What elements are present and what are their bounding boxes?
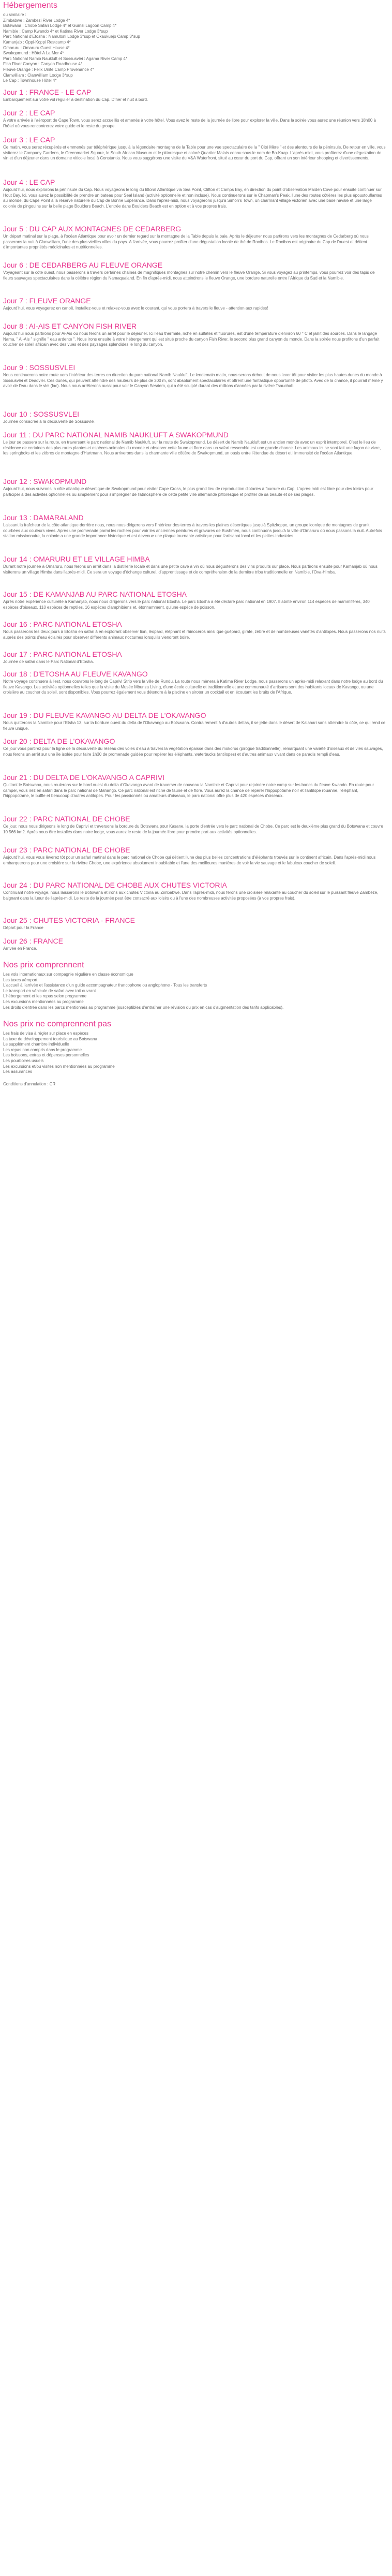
day-body: Après notre expérience culturelle à Kamanjab, nous nous dirigerons vers le parc national Etosha. Le parc Etosha a été déclaré parc national en 1907. Il abrite environ 114 espèces de mammifères, 340 espèces d'oiseaux, 110 espèces de reptiles, 16 espèces d'amphibiens et, étonnamment, qu'une espèce de poisson. xyxy=(3,599,370,610)
day-title: Jour 26 : FRANCE xyxy=(3,937,63,945)
list-item: Botswana : Chobe Safari Lodge 4* et Gumsi Lagoon Camp 4* xyxy=(3,23,117,28)
list-item: Les assurances xyxy=(3,1069,33,1074)
day-body: Aujourd'hui, nous explorons la péninsule du Cap. Nous voyageons le long du littoral Atlantique via Sea Point, Clifton et Camps Bay, en direction du point d'observation Maiden Cove pour ensuite continuer sur Hout Bay. Ici, vous aurez la possibilité de prendre un bateau pour Seal Island (activité optionnelle et non incluse). Nous continuerons sur le Chapman's Peak, l'une des routes côtières les plus époustouflantes au monde, du Cape Point à la réserve naturelle du Cap de Bonne Espérance. Dans l'après-midi, nous voyagerons jusqu'à Simon's Town, un charmant village victorien avec une base navale et une large colonie de pingouins sur la belle plage Boulders Beach. L'entrée dans Boulders Beach est en option et à vos propres frais. xyxy=(3,187,382,209)
day-title: Jour 21 : DU DELTA DE L'OKAVANGO A CAPRIVI xyxy=(3,773,165,782)
day-body: Embarquement sur votre vol régulier à destination du Cap. Dîner et nuit à bord. xyxy=(3,97,148,102)
day-body: Quittant le Botswana, nous roulerons sur le bord ouest du delta d'Okavango avant de traverser de nouveau la Namibie et Caprivi pour rejoindre notre camp sur les bancs du fleuve Kwando. En route pour camper, vous irez en safari dans le parc national de Mahango. Ce parc national est riche de faune et de flore. Vous aurez la chance de repérer l'hippopotame noir et l'antilope rouanne, l'éléphant, l'hippopotame, le buffle et beaucoup d'autres antilopes. Pour les passionnés ou amateurs d'oiseaux, le parc national offre plus de 420 espèces d'oiseaux. xyxy=(3,783,374,799)
day-body: Ce matin, vous serez récupérés et emmenés par téléphérique jusqu'à la légendaire montagne de la Table pour une vue spectaculaire de la " Cité Mère " et des alentours de la péninsule. De retour en ville, vous visiterez le Company Gardens, le Greenmarket Square, le South African Museum et le pittoresque et coloré Quartier Malais connu sous le nom de Bo-Kaap. L'après-midi, vous profiterez d'une dégustation de vin et d'un déjeuner dans un domaine viticole local à Constantia. Nous vous suggérons une visite du V&A Waterfront, situé au cœur du port du Cap, offrant un son intérieur shopping et divertissements. xyxy=(3,145,386,161)
list-item: Les excursions et/ou visites non mentionnées au programme xyxy=(3,1064,115,1069)
day-title: Jour 7 : FLEUVE ORANGE xyxy=(3,297,91,305)
day-title: Jour 11 : DU PARC NATIONAL NAMIB NAUKLUFT A SWAKOPMUND xyxy=(3,431,229,439)
list-item: Swakopmund : Hôtel A La Mer 4* xyxy=(3,51,64,56)
list-item: Les pourboires usuels xyxy=(3,1058,44,1063)
day-body: Journée de safari dans le Parc National d'Etosha. xyxy=(3,659,94,664)
day-body: Départ pour la France xyxy=(3,925,43,930)
day-title: Jour 14 : OMARURU ET LE VILLAGE HIMBA xyxy=(3,555,150,563)
day-title: Jour 9 : SOSSUSVLEI xyxy=(3,363,76,372)
day-title: Jour 5 : DU CAP AUX MONTAGNES DE CEDARBERG xyxy=(3,225,182,233)
list-item: Les excursions mentionnées au programme xyxy=(3,999,84,1004)
list-item: Les taxes aéroport xyxy=(3,977,38,982)
excluded-list xyxy=(3,1031,386,1075)
list-item: Le Cap : Townhouse Hôtel 4* xyxy=(3,78,57,83)
cancellation-conditions: Conditions d'annulation : CR xyxy=(3,1082,56,1086)
day-title: Jour 18 : D'ETOSHA AU FLEUVE KAVANGO xyxy=(3,670,148,678)
day-title: Jour 8 : AI-AIS ET CANYON FISH RIVER xyxy=(3,322,137,330)
day-title: Jour 20 : DELTA DE L'OKAVANGO xyxy=(3,737,115,745)
list-item: Les droits d'entrée dans les parcs mentionnés au programme (susceptibles d'entraîner une révision du prix en cas d'augmentation des tarifs applicables). xyxy=(3,1005,284,1010)
day-title: Jour 13 : DAMARALAND xyxy=(3,513,84,522)
day-title: Jour 17 : PARC NATIONAL ETOSHA xyxy=(3,650,122,658)
list-item: Namibie : Camp Kwando 4* et Katima River Lodge 3*sup xyxy=(3,28,108,34)
day-body: Arrivée en France. xyxy=(3,946,37,951)
day-title: Jour 10 : SOSSUSVLEI xyxy=(3,410,80,418)
day-title: Jour 24 : DU PARC NATIONAL DE CHOBE AUX CHUTES VICTORIA xyxy=(3,881,227,889)
list-item: Fleuve Orange : Felix Unite Camp Provenance 4* xyxy=(3,67,94,72)
list-item: Parc National Namib Naukluft et Sossusvlei : Agama River Camp 4* xyxy=(3,56,128,61)
list-item: Les boissons, extras et dépenses personnelles xyxy=(3,1053,89,1058)
included-list xyxy=(3,972,386,1010)
day-title: Jour 25 : CHUTES VICTORIA - FRANCE xyxy=(3,916,135,924)
accommodations-title: Hébergements xyxy=(3,1,57,10)
day-body: Journée consacrée à la découverte de Sossusvlei. xyxy=(3,419,96,424)
day-title: Jour 1 : FRANCE - LE CAP xyxy=(3,88,92,96)
list-item: ou similaire : xyxy=(3,12,26,17)
day-title: Jour 19 : DU FLEUVE KAVANGO AU DELTA DE L'OKAVANGO xyxy=(3,711,206,719)
list-item: Les frais de visa à régler sur place en espèces xyxy=(3,1031,88,1036)
day-title: Jour 3 : LE CAP xyxy=(3,136,55,144)
day-body: Ce jour vous partirez pour la ligne de la découverte du réseau des voies d'eau à travers la végétation épaisse dans des mokoros (pirogue traditionnelle), remarquant une variété d'oiseaux et de vies sauvages, nous ferons un arrêt sur une île isolée pour faire 1h30 de promenade guidée pour repérer les éléphants, waterbucks (antilopes) et d'autres animaux vivant dans ce paradis rempli d'eau. xyxy=(3,746,383,757)
day-body: Un départ matinal sur la plage, à l'océan Atlantique pour avoir un dernier regard sur la montagne de la Table depuis la baie. Après le déjeuner nous partirons vers les montagnes de Cedarberg où nous passerons la nuit à Clanwilliam, l'une des plus vieilles villes du pays. A l'arrivée, vous pourrez profiter d'une dégustation locale de thé de Rooibos. Le Rooibos est originaire du Cap de l'ouest et détient d'importantes propriétés médicinales et nutritionnelles. xyxy=(3,234,369,250)
day-title: Jour 23 : PARC NATIONAL DE CHOBE xyxy=(3,846,130,854)
list-item: Les repas non compris dans le programme xyxy=(3,1047,82,1052)
list-item: L'accueil à l'arrivée et l'assistance d'un guide accompagnateur francophone ou anglophone - Tous les transferts xyxy=(3,983,207,988)
day-title: Jour 4 : LE CAP xyxy=(3,178,55,186)
list-item: La taxe de développement touristique au Botswana xyxy=(3,1036,97,1041)
day-title: Jour 22 : PARC NATIONAL DE CHOBE xyxy=(3,815,130,823)
list-item: Les vols internationaux sur compagnie régulière en classe économique xyxy=(3,972,133,977)
day-body: Nous continuerons notre route vers l'intérieur des terres en direction du parc national Namib Naukluft. Le lendemain matin, nous serons debout de nous lever tôt pour visiter les plus hautes dunes du monde à Sossusvlei et Deadvlei. Ces dunes, qui peuvent atteindre des hauteurs de plus de 300 m, sont absolument spectaculaires et offrent une fantastique opportunité de photo. Avec de la chance, il pourrait même y avoir de l'eau dans le vlei (lac). Nous nous arrêterons aussi pour voir le Canyon Sesriem, qui a été sculpté durant des millions d'années par la rivière Tsauchab. xyxy=(3,373,383,389)
day-title: Jour 6 : DE CEDARBERG AU FLEUVE ORANGE xyxy=(3,261,163,269)
day-body: Continuant notre voyage, nous laisserons le Botswana et irons aux chutes Victoria au Zimbabwe. Dans l'après-midi, nous ferons une croisière relaxante au coucher du soleil sur le puissant fleuve Zambèze, baignant dans la lueur de l'après-midi. Le reste de la journée peut être consacré aux loisirs ou à l'une des nombreuses activités proposées (à vos propres frais). xyxy=(3,890,379,901)
list-item: L'hébergement et les repas selon programme xyxy=(3,994,87,999)
day-title: Jour 12 : SWAKOPMUND xyxy=(3,477,87,485)
list-item: Le transport en véhicule de safari avec toit ouvrant xyxy=(3,988,96,993)
included-title: Nos prix comprennent xyxy=(3,961,84,969)
day-body: Aujourd'hui, vous vous lèverez tôt pour un safari matinal dans le parc national de Chobe qui détient l'une des plus belles concentrations d'éléphants trouvés sur le continent africain. Dans l'après-midi nous embarquerons pour une croisière sur la rivière Chobe, une expérience absolument inoubliable et l'une des meilleures manières de voir la vie sauvage et le fabuleux coucher de soleil. xyxy=(3,855,376,865)
day-body: Aujourd'hui, nous suivrons la côte atlantique désertique de Swakopmund pour visiter Cape Cross, le plus grand lieu de reproduction d'otaries à fourrure du Cap. L'après-midi est libre pour des loisirs pour participer à des activités optionnelles ou simplement pour s'imprégner de l'atmosphère de cette petite ville allemande pittoresque et profiter de sa beauté et de ses plages. xyxy=(3,487,373,497)
day-title: Jour 15 : DE KAMANJAB AU PARC NATIONAL ETOSHA xyxy=(3,590,187,598)
list-item: Zimbabwe : Zambezi River Lodge 4* xyxy=(3,18,70,23)
day-title: Jour 2 : LE CAP xyxy=(3,109,55,117)
list-item: Clanwilliam : Clanwilliam Lodge 3*sup xyxy=(3,72,73,78)
day-body: Durant notre journée à Omaruru, nous ferons un arrêt dans la distillerie locale et dans une petite cave à vin où nous dégusterons des vins produits sur place. Nous partirons ensuite pour Kamanjab où nous visiterons un village Himba dans l'après-midi. Ce sera un voyage d'échange culturel, d'apprentissage et de compréhension de la dernière tribu traditionnelle en Namibie, l'Ova-Himba. xyxy=(3,564,378,575)
list-item: Parc National d'Etosha : Namutoni Lodge 3*sup et Okaukuejo Camp 3*sup xyxy=(3,34,140,39)
list-item: Fish River Canyon : Canyon Roadhouse 4* xyxy=(3,62,82,67)
day-body: Aujourd'hui, vous voyagerez en canoë. Installez-vous et relaxez-vous avec le courant, qui vous portera à travers le fleuve - attention aux rapides! xyxy=(3,306,268,311)
accommodations-list xyxy=(3,12,386,84)
day-body: Le jour se passera sur la route, en traversant le parc national de Namib Naukluft, sur la route de Swakopmund. Le désert de Namib Naukluft est un ancien monde avec un esprit intemporel. C'est le lieu de résidence de certaines des plus rares plantes et espèces animales du monde et observer cette faune et flore dans un safari ressemble est une grande chance. Les animaux ici se sont fait une façon de vivre, les springboks et les zèbres de montagne d'Hartmann. Nous arriverons dans la charmante ville côtière de Swakopmund, un oasis entre l'étendue du désert et l'immensité de l'océan Atlantique. xyxy=(3,440,381,456)
day-body: Ce jour, nous nous dirigeons le long de Caprivi et traversons la bordure du Botswana pour Kasane, la porte d'entrée vers le parc national de Chobe. Ce parc est le deuxième plus grand du Botswana et couvre 10 566 km2. Après nous être installés dans notre lodge, vous aurez le reste de la journée libre pour prendre part aux activités optionnelles. xyxy=(3,824,383,834)
day-body: Notre voyage continuera à l'est, nous couvrons le long de Caprivi Strip vers la ville de Rundu. La route nous mènera à Katima River Lodge, nous passerons un après-midi relaxant dans notre lodge au bord du fleuve Kavango. Les activités optionnelles telles que la visite du Musée Mbunza Living, d'une école culturelle et traditionnelle et une communauté d'artisans sont des habitants locaux de Kavango, ou une croisière au coucher du soleil, sont disponibles. Vous pourrez également vous détendre à la piscine en siroter un cocktail et en écoutant les bruits de l'Afrique. xyxy=(3,679,383,695)
day-body: Laissant la fraîcheur de la côte atlantique derrière nous, nous nous dirigerons vers l'intérieur des terres à travers les plaines désertiques jusqu'à Spitzkoppe, un groupe iconique de montagnes de granit courbées aux couleurs vives. Après une promenade parmi les rochers pour voir les anciennes peintures et gravures de Bushmen, nous continuons jusqu'à la ville d'Omaruru où nous passons la nuit. Autrefois station missionnaire, la colonie a une grande importance historique et est devenue une plaque tournante artistique pour l'artisanat local et les petites industries. xyxy=(3,523,382,539)
day-body: Voyageant sur la côte ouest, nous passerons à travers certaines chaînes de magnifiques montagnes sur notre chemin vers le fleuve Orange. Si vous voyagez au printemps, vous pourrez voir des tapis de fleurs sauvages spectaculaires dans la célèbre région du Namaqualand. En fin d'après-midi, nous atteindrons le fleuve Orange, une bordure naturelle entre l'Afrique du Sud et la Namibie. xyxy=(3,270,375,281)
day-body: Nous passerons les deux jours à Etosha en safari à en explorant observer lion, léopard, éléphant et rhinocéros ainsi que guépard, girafe, zèbre et de nombreuses variétés d'antilopes. Nous passerons nos nuits auprès des points d'eau éclairés pour observer différents animaux nocturnes lorsqu'ils viendront boire. xyxy=(3,629,386,640)
day-body: Nous quitterons la Namibie pour l'Etsha 13, sur la bordure ouest du delta de l'Okavango au Botswana. Contrairement à d'autres deltas, il se jette dans le désert de Kalahari sans atteindre la côte, ce qui rend ce fleuve unique. xyxy=(3,720,386,731)
list-item: Le supplément chambre individuelle xyxy=(3,1042,69,1047)
day-title: Jour 16 : PARC NATIONAL ETOSHA xyxy=(3,620,122,628)
list-item: Kamanjab : Oppi-Koppi Restcamp 4* xyxy=(3,39,71,45)
list-item: Omaruru : Omaruru Guest House 4* xyxy=(3,45,70,50)
day-body: Aujourd'hui nous partirons pour Ai-Ais où nous ferons un arrêt pour le déjeuner. Ici l'eau thermale, riche en sulfates et fluorures, est d'une température d'environ 60 ° C et jaillit des sources. Dans le langage Nama, " Ai-Ais " signifie " eau ardente ". Nous irons ensuite à votre hébergement qui est situé proche du canyon Fish River, le second plus grand canyon du monde. Dans la soirée nous profitons d'un parfait coucher de soleil africain avec des vues et des paysages splendides le long du canyon. xyxy=(3,331,380,347)
day-body: A votre arrivée à l'aéroport de Cape Town, vous serez accueillis et amenés à votre hôtel. Vous avez le reste de la journée de libre pour explorer la ville. Dans la soirée vous aurez une réunion vers 18h00 à l'hôtel où vous rencontrerez votre guide et le reste du groupe. xyxy=(3,118,376,128)
excluded-title: Nos prix ne comprennent pas xyxy=(3,1020,111,1028)
